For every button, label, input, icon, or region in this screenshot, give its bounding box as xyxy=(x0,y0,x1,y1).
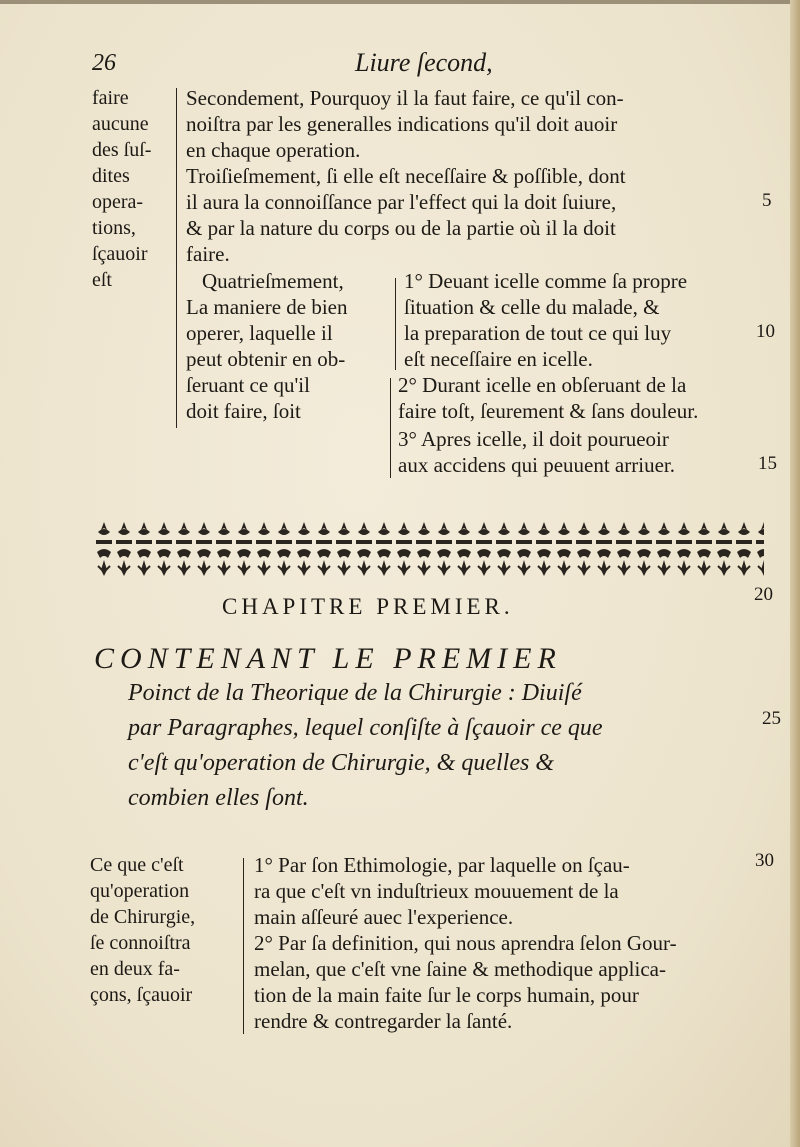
side-line: ſeruant ce qu'il xyxy=(186,373,310,397)
chapter-title-line: Poinct de la Theorique de la Chirurgie : Diuiſé xyxy=(128,680,582,706)
side-line: ſçauoir xyxy=(92,243,148,265)
ornament-icon xyxy=(94,518,764,580)
chapter-title-line: c'eſt qu'operation de Chirurgie, & quelles & xyxy=(128,750,554,776)
page-top-edge xyxy=(0,0,800,4)
margin-number: 10 xyxy=(756,321,775,342)
text-line: ſituation & celle du malade, & xyxy=(404,295,660,319)
side-line: peut obtenir en ob- xyxy=(186,347,346,371)
side-line: faire xyxy=(92,87,129,109)
ornamental-band xyxy=(94,518,764,580)
text-line: il aura la connoiſſance par l'effect qui la doit ſuiure, xyxy=(186,190,617,214)
bottom-bracket xyxy=(243,858,244,1034)
text-line: en chaque operation. xyxy=(186,138,361,162)
side-line: doit faire, ſoit xyxy=(186,399,301,423)
side-line: operer, laquelle il xyxy=(186,321,333,345)
margin-number: 25 xyxy=(762,708,781,729)
chapter-label: CHAPITRE PREMIER. xyxy=(222,594,514,619)
text-line: tion de la main faite ſur le corps humain, pour xyxy=(254,983,639,1007)
sub1-bracket xyxy=(395,278,396,370)
top-bracket xyxy=(176,88,177,428)
text-line: Troiſieſmement, ſi elle eſt neceſſaire & poſſible, dont xyxy=(186,164,626,188)
side-line: aucune xyxy=(92,113,149,135)
sub2-bracket xyxy=(390,378,391,478)
text-line: melan, que c'eſt vne ſaine & methodique applica- xyxy=(254,957,666,981)
margin-number: 30 xyxy=(755,850,774,871)
page-right-edge xyxy=(790,0,800,1147)
side-line: dites xyxy=(92,165,130,187)
page-number: 26 xyxy=(92,50,116,76)
text-line: ra que c'eſt vn induſtrieux mouuement de la xyxy=(254,879,619,903)
text-line: 3° Apres icelle, il doit pourueoir xyxy=(398,427,669,451)
side-line: Quatrieſmement, xyxy=(202,269,344,293)
margin-number: 5 xyxy=(762,190,772,211)
text-line: 1° Deuant icelle comme ſa propre xyxy=(404,269,688,293)
side-line: de Chirurgie, xyxy=(90,906,196,928)
side-line: tions, xyxy=(92,217,136,239)
text-line: rendre & contregarder la ſanté. xyxy=(254,1009,513,1033)
text-line: la preparation de tout ce qui luy xyxy=(404,321,672,345)
text-line: Secondement, Pourquoy il la faut faire, ce qu'il con- xyxy=(186,86,624,110)
margin-number: 15 xyxy=(758,453,777,474)
text-line: 2° Durant icelle en obſeruant de la xyxy=(398,373,687,397)
text-line: 2° Par ſa definition, qui nous aprendra ſelon Gour- xyxy=(254,931,677,955)
side-line: Ce que c'eſt xyxy=(90,854,184,876)
side-line: en deux fa- xyxy=(90,958,180,980)
chapter-title-line1: CONTENANT LE PREMIER xyxy=(94,642,562,675)
text-line: & par la nature du corps ou de la partie où il la doit xyxy=(186,216,616,240)
text-line: faire. xyxy=(186,242,230,266)
side-line: opera- xyxy=(92,191,144,213)
side-line: ſe connoiſtra xyxy=(90,932,191,954)
text-line: faire toſt, ſeurement & ſans douleur. xyxy=(398,399,699,423)
margin-number: 20 xyxy=(754,584,773,605)
text-line: noiſtra par les generalles indications qu'il doit auoir xyxy=(186,112,618,136)
text-line: main aſſeuré auec l'experience. xyxy=(254,905,514,929)
chapter-title-line: par Paragraphes, lequel conſiſte à ſçauoir ce que xyxy=(128,715,603,741)
chapter-title-line: combien elles ſont. xyxy=(128,785,309,811)
side-line: eſt xyxy=(92,269,112,291)
side-line: çons, ſçauoir xyxy=(90,984,193,1006)
side-line: qu'operation xyxy=(90,880,190,902)
running-title: Liure ſecond, xyxy=(355,48,493,77)
side-line: des ſuſ- xyxy=(92,139,152,161)
text-line: aux accidens qui peuuent arriuer. xyxy=(398,453,675,477)
text-line: eſt neceſſaire en icelle. xyxy=(404,347,593,371)
text-line: 1° Par ſon Ethimologie, par laquelle on ſçau- xyxy=(254,853,630,877)
side-line: La maniere de bien xyxy=(186,295,348,319)
